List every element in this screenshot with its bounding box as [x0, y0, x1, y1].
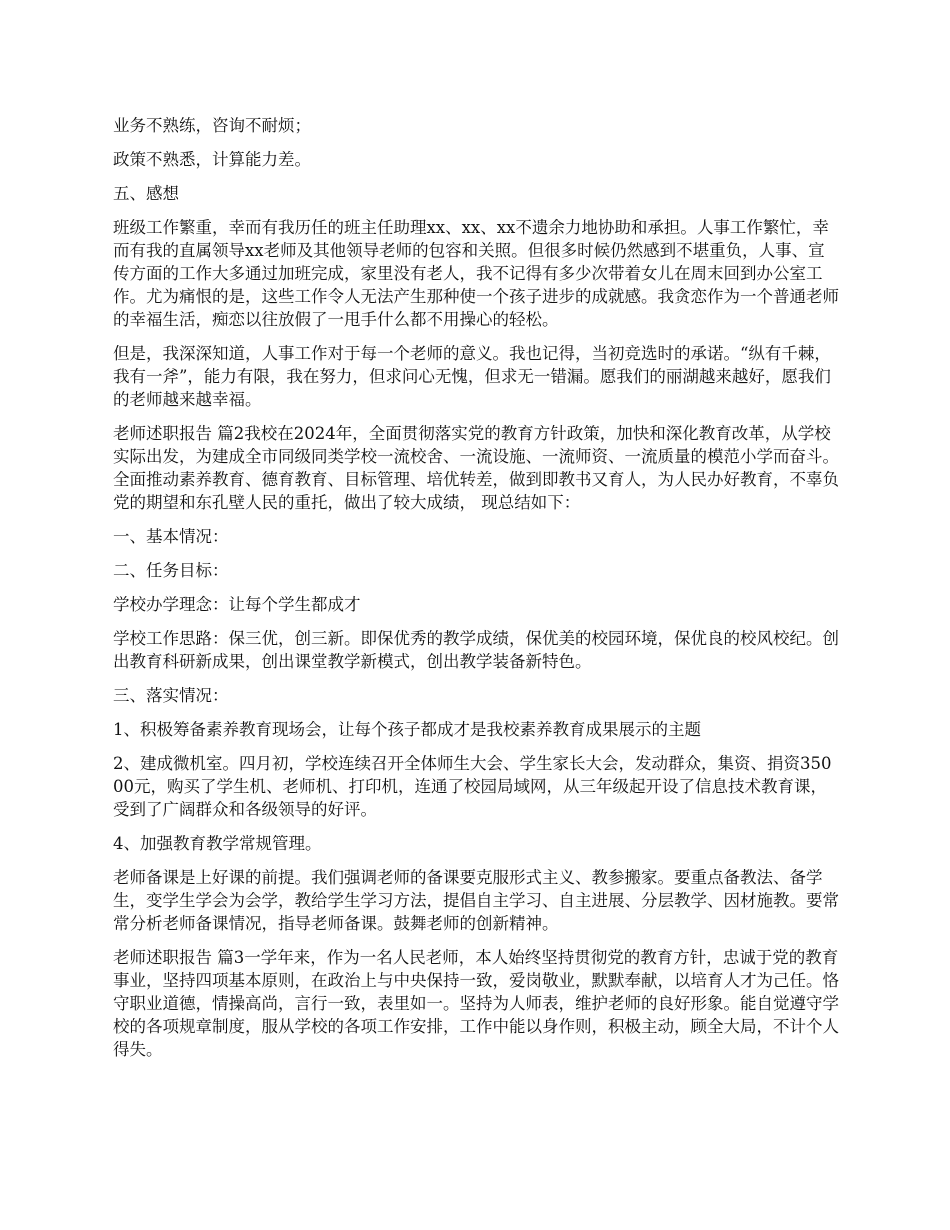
section-heading-goals: 二、任务目标：	[113, 561, 229, 580]
report-3-intro: 老师述职报告 篇3一学年来，作为一名人民老师，本人始终坚持贯彻党的教育方针，忠诚于党的教育事业，坚持四项基本原则，在政治上与中央保持一致，爱岗敬业，默默奉献，以培育人才为己任。恪守职业道德，情操高尚，言行一致，表里如一。坚持为人师表，维护老师的良好形象。能自觉遵守学校的各项规章制度，服从学校的各项工作安排，工作中能以身作则，积极主动，顾全大局，不计个人得失。	[113, 948, 839, 1059]
report-2-intro: 老师述职报告 篇2我校在2024年，全面贯彻落实党的教育方针政策，加快和深化教育改革，从学校实际出发，为建成全市同级同类学校一流校舍、一流设施、一流师资、一流质量的模范小学而奋斗。全面推动素养教育、德育教育、目标管理、培优转差，做到即教书又育人，为人民办好教育，不辜负党的期望和东孔壁人民的重托，做出了较大成绩， 现总结如下：	[113, 424, 839, 512]
paragraph-2: 政策不熟悉，计算能力差。	[113, 150, 311, 169]
paragraph-lesson-prep: 老师备课是上好课的前提。我们强调老师的备课要克服形式主义、教参搬家。要重点备教法、备学生，变学生学会为会学，教给学生学习方法，提倡自主学习、自主进展、分层教学、因材施教。要常常分析老师备课情况，指导老师备课。鼓舞老师的创新精神。	[113, 868, 839, 933]
list-item-1: 1、积极筹备素养教育现场会，让每个孩子都成才是我校素养教育成果展示的主题	[113, 720, 701, 739]
list-item-2: 2、建成微机室。四月初，学校连续召开全体师生大会、学生家长大会，发动群众，集资、捐资35000元，购买了学生机、老师机、打印机，连通了校园局域网，从三年级起开设了信息技术教育课，受到了广阔群众和各级领导的好评。	[113, 754, 832, 819]
section-heading-basic: 一、基本情况：	[113, 527, 229, 546]
section-heading-implementation: 三、落实情况：	[113, 686, 229, 705]
paragraph-work-ideas: 学校工作思路：保三优，创三新。即保优秀的教学成绩，保优美的校园环境，保优良的校风校纪。创出教育科研新成果，创出课堂教学新模式，创出教学装备新特色。	[113, 629, 839, 671]
section-heading-reflection: 五、感想	[113, 184, 179, 203]
list-item-4: 4、加强教育教学常规管理。	[113, 834, 322, 853]
paragraph-4: 班级工作繁重，幸而有我历任的班主任助理xx、xx、xx不遗余力地协助和承担。人事工作繁忙，幸而有我的直属领导xx老师及其他领导老师的包容和关照。但很多时候仍然感到不堪重负，人事、宣传方面的工作大多通过加班完成，家里没有老人，我不记得有多少次带着女儿在周末回到办公室工作。尤为痛恨的是，这些工作令人无法产生那种使一个孩子进步的成就感。我贪恋作为一个普通老师的幸福生活，痴恋以往放假了一甩手什么都不用操心的轻松。	[113, 218, 839, 329]
paragraph-5: 但是，我深深知道，人事工作对于每一个老师的意义。我也记得，当初竞选时的承诺。“纵有千棘，我有一斧”，能力有限，我在努力，但求问心无愧，但求无一错漏。愿我们的丽湖越来越好，愿我们的老师越来越幸福。	[113, 344, 831, 409]
paragraph-1: 业务不熟练，咨询不耐烦；	[113, 116, 311, 135]
paragraph-philosophy: 学校办学理念：让每个学生都成才	[113, 595, 361, 614]
